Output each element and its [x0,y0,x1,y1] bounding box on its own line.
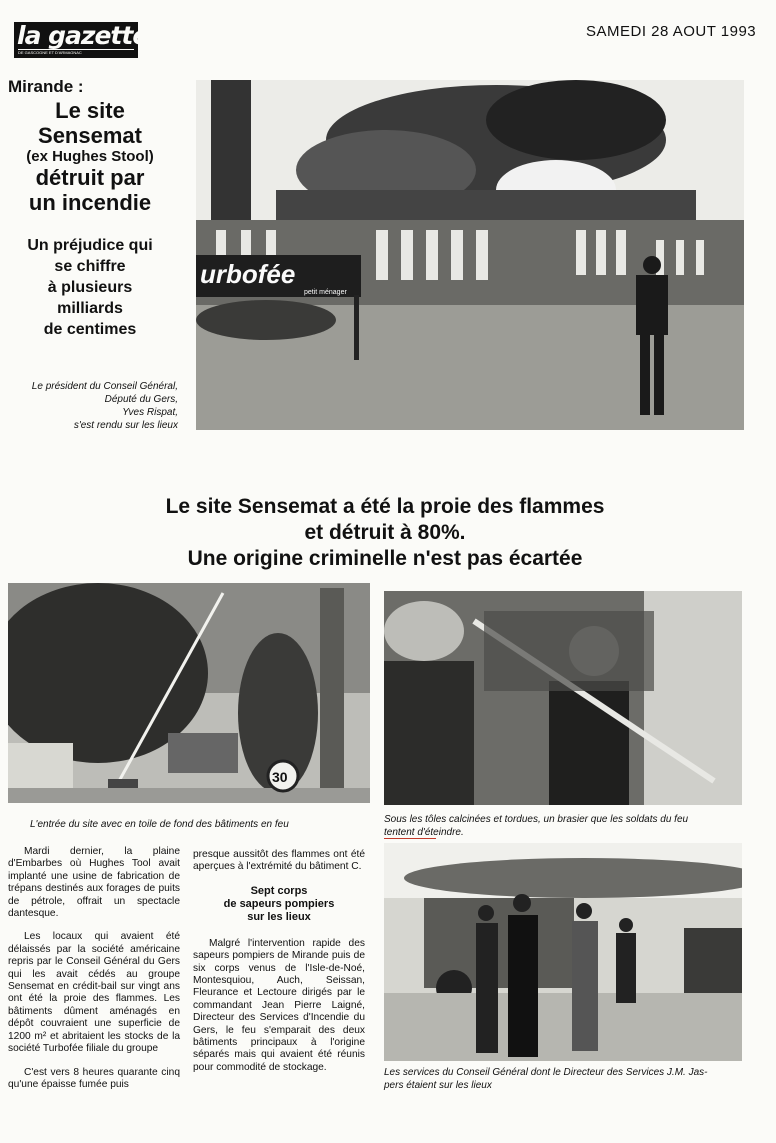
caption-line: Le président du Conseil Général, [31,381,178,392]
officials-photo [384,843,742,1061]
subtitle-line: sur les lieux [247,910,311,923]
article-paragraph: Mardi dernier, la plaine d'Embarbes où Hughes Tool avait implanté une usine de fabrication de trépans destinés aux forages de puits de pétrole, offrait un spectacle dantesque. [8,846,180,920]
article-column-2 [193,849,365,1074]
article-paragraph: Malgré l'intervention rapide des sapeurs pompiers de Mirande puis de six corps venus de l'Isle-de-Noé, Montesquiou, Auch, Seissan, Fleurance et Lectoure dirigés par le commandant Jean Pierre Laigné, Directeur des Services d'Incendie du Gers, le feu s'emparait des deux bâtiments principaux à l'origine séparés mais qui avaient été réunis pour commodité de stockage. [193,937,365,1073]
subhead-line: de centimes [43,321,137,338]
firemen-photo [384,591,742,805]
subhead-line: Un préjudice qui [27,237,153,254]
subhead-line: milliards [57,300,123,317]
main-headline-line: et détruit à 80%. [304,521,466,544]
burning-building-photo [196,80,744,430]
top-photo-caption [6,380,178,432]
dateline-place: Mirande : [8,77,84,96]
subhead-line: à plusieurs [47,279,133,296]
headline-line: (ex Hughes Stool) [26,148,154,165]
subtitle-line: Sept corps [250,884,308,897]
article-paragraph: Les locaux qui avaient été délaissés par la société américaine repris par le Conseil Général du Gers qui les avait cédés au groupe Sensemat en crédit-bail sur vingt ans ont été la proie des flammes. Les bâtiments dûment aménagés en dépôt couvraient une superficie de 1200 m² et abritaient les stocks de la société Turbofée filiale du groupe [8,931,180,1055]
main-headline-line: Le site Sensemat a été la proie des flammes [165,495,605,518]
logo-wordmark: la gazette [17,21,149,50]
article-paragraph: presque aussitôt des flammes ont été aperçues à l'extrémité du bâtiment C. [193,849,365,873]
logo-tagline: DE GASCOGNE ET D'ARMAGNAC [18,49,134,56]
headline-line: Le site [55,98,125,123]
headline-line: détruit par [35,165,145,190]
article-paragraph: C'est vers 8 heures quarante cinq qu'une épaisse fumée puis [8,1066,180,1090]
headline-line: Sensemat [38,123,142,148]
caption-line: tentent d'éteindre. [384,827,464,838]
speed-limit-sign: 30 [272,769,288,785]
issue-date: SAMEDI 28 AOUT 1993 [586,23,757,40]
caption-line: Député du Gers, [104,394,178,405]
subhead-line: se chiffre [54,258,126,275]
caption-line: Yves Rispat, [122,407,178,418]
newspaper-logo [14,21,149,58]
headline-line: un incendie [28,190,152,215]
firemen-photo-caption [384,813,744,839]
article-subtitle [193,885,365,924]
caption-line: Les services du Conseil Général dont le Directeur des Services J.M. Jas- [384,1067,708,1078]
entrance-photo-caption: L'entrée du site avec en toile de fond des bâtiments en feu [30,819,289,830]
caption-line: s'est rendu sur les lieux [73,420,178,431]
top-headline [8,98,172,215]
main-headline [60,494,710,572]
caption-line: pers étaient sur les lieux [384,1080,492,1091]
subtitle-line: de sapeurs pompiers [223,897,335,910]
main-headline-line: Une origine criminelle n'est pas écartée [187,547,583,570]
top-subheadline [8,235,172,340]
sign-brand-text: urbofée [200,259,296,289]
red-mark [384,838,436,839]
sign-subtext: petit ménager [304,289,347,296]
officials-photo-caption [384,1066,744,1092]
article-column-1 [8,846,180,1091]
caption-line: Sous les tôles calcinées et tordues, un brasier que les soldats du feu [384,814,689,825]
site-entrance-photo [8,583,370,803]
